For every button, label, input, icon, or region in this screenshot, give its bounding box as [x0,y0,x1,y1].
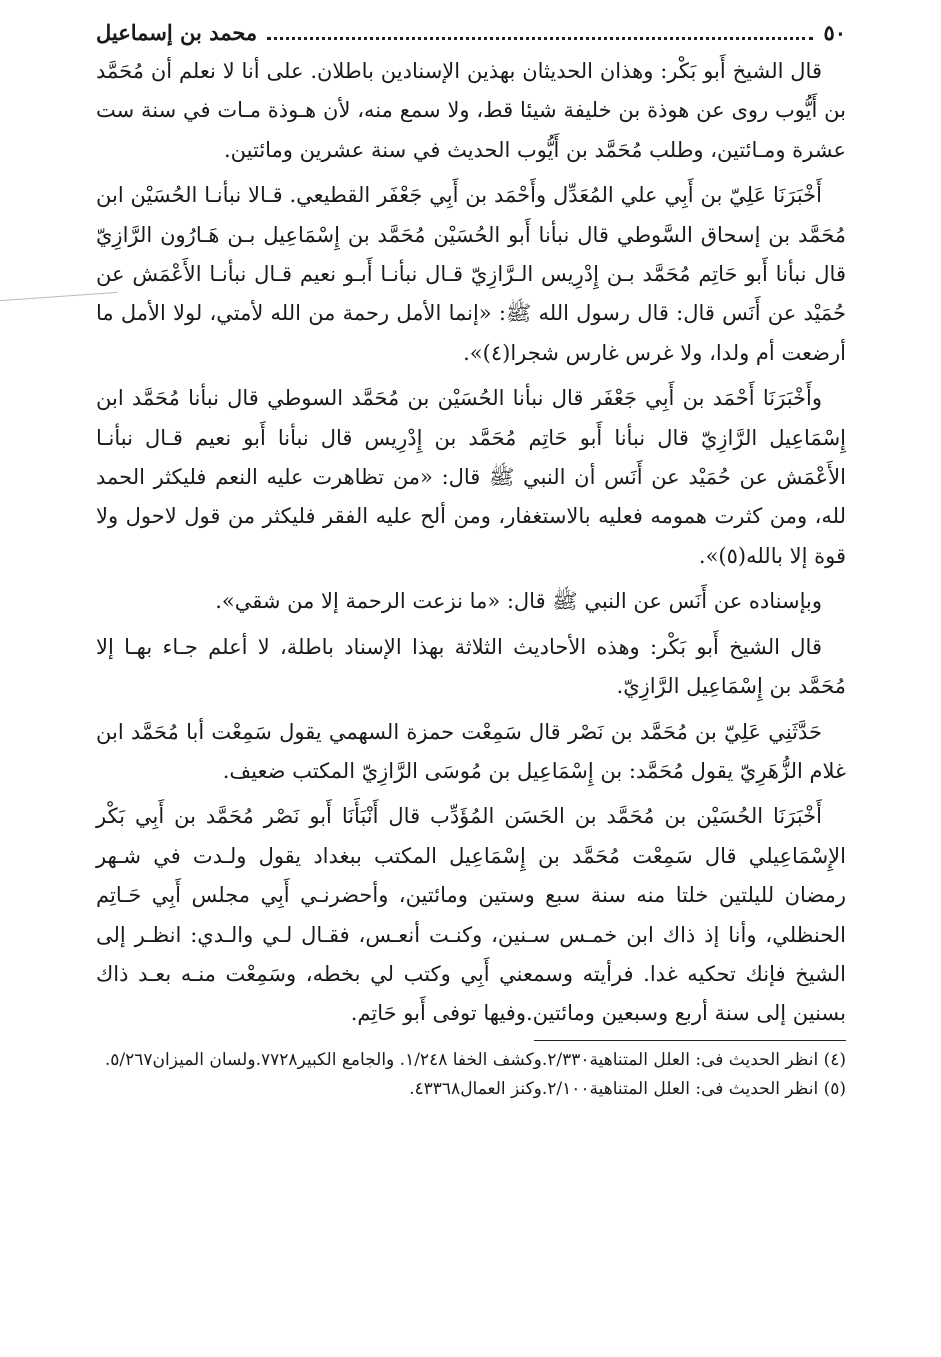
running-title: محمد بن إسماعيل [96,20,258,45]
paragraph: حَدَّثَنِي عَلِيّ بن مُحَمَّد بن نَصْر قال سَمِعْت حمزة السهمي يقول سَمِعْت أبا مُحَمَّد ابن غلام الزُّهَرِيّ يقول مُحَمَّد: بن إِسْمَاعِيل بن مُوسَى الرَّازِيّ المكتب ضعيف. [96,719,846,783]
header-dotted-leader [267,37,813,40]
footnote: (٥) انظر الحديث فى: العلل المتناهية٢/١٠٠.وكنز العمال٤٣٣٦٨. [409,1078,846,1099]
paragraph: أَخْبَرَنَا الحُسَيْن بن مُحَمَّد بن الحَسَن المُؤَدِّب قال أَنْبَأَنَا أَبو نَصْر مُحَمَّد بن أَبِي بَكْر الإِسْمَاعِيلي قال سَمِعْت مُحَمَّد بن إِسْمَاعِيل المكتب ببغداد يقول ولـدت في شـهر رمضان لليلتين خلتا منه سنة سبع وستين ومائتين، وأحضرنـي أَبِي مجلس أَبِي حَـاتِم الحنظلي، وأنا إذ ذاك ابن خمـس سـنين، وكنـت أنعـس، فقـال لـي والـدي: انظـر إلى الشيخ فإنك تحكيه غدا. فرأيته وسمعني أَبِي وكتب لي بخطه، وسَمِعْت منـه بعـد ذاك بسنين إلى سنة أربع وسبعين ومائتين.وفيها توفى أَبو حَاتِم. [96,804,847,1026]
footnotes [96,1047,846,1103]
footnote: (٤) انظر الحديث فى: العلل المتناهية٢/٣٣٠.وكشف الخفا ١/٢٤٨. والجامع الكبير٧٧٢٨.ولسان الميزان٥/٢٦٧. [104,1049,846,1070]
page-number: ٥٠ [823,20,846,45]
main-text [96,52,846,1034]
paragraph: قال الشيخ أَبو بَكْر: وهذه الأحاديث الثلاثة بهذا الإسناد باطلة، لا أعلم جـاء بهـا إلا مُحَمَّد بن إِسْمَاعِيل الرَّازِيّ. [96,634,846,699]
running-header [96,18,846,48]
book-page [96,18,846,1105]
paragraph: وبإسناده عن أَنَس عن النبي ﷺ قال: «ما نزعت الرحمة إلا من شقي». [215,589,822,614]
footnote-separator [534,1040,846,1041]
paragraph: وأَخْبَرَنَا أَحْمَد بن أَبِي جَعْفَر قال نبأنا الحُسَيْن بن مُحَمَّد السوطي قال نبأنا مُحَمَّد ابن إِسْمَاعِيل الرَّازِيّ قال نبأنا أَبو حَاتِم مُحَمَّد بن إِدْرِيس قال نبأنا أَبو نعيم قـال نبأنـا الأَعْمَش عن حُمَيْد عن أَنَس أن النبي ﷺ قال: «من تظاهرت عليه النعم فليكثر الحمد لله، ومن كثرت همومه فعليه بالاستغفار، ومن ألح عليه الفقر فليكثر من قول لاحول ولا قوة إلا بالله(٥)». [96,386,846,568]
paragraph: أَخْبَرَنَا عَلِيّ بن أَبِي علي المُعَدِّل وأَحْمَد بن أَبِي جَعْفَر القطيعي. قـالا نبأنـا الحُسَيْن ابن مُحَمَّد بن إسحاق السَّوطي قال نبأنا أَبو الحُسَيْن مُحَمَّد بن إِسْمَاعِيل بـن هَـارُون الرَّازِيّ قال نبأنا أَبو حَاتِم مُحَمَّد بـن إِدْرِيس الـرَّازِيّ قـال نبأنـا أَبـو نعيم قـال نبأنـا الأَعْمَش عن حُمَيْد عن أَنَس قال: قال رسول الله ﷺ: «إنما الأمل رحمة من الله لأمتي، لولا الأمل ما أرضعت أم ولدا، ولا غرس غارس شجرا(٤)». [96,183,846,365]
paragraph: قال الشيخ أَبو بَكْر: وهذان الحديثان بهذين الإسنادين باطلان. على أنا لا نعلم أن مُحَمَّد بن أَيُّوب روى عن هوذة بن خليفة شيئا قط، ولا سمع منه، لأن هـوذة مـات في سنة ست عشرة ومـائتين، وطلب مُحَمَّد بن أَيُّوب الحديث في سنة عشرين ومائتين. [96,59,846,162]
